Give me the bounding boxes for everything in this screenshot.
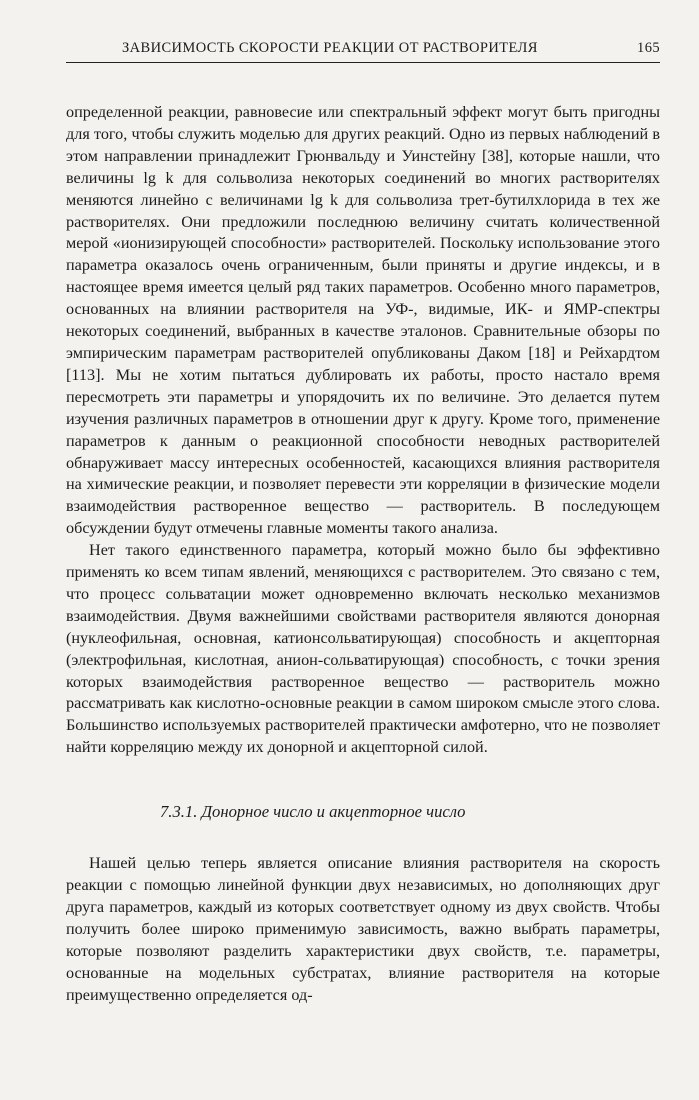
running-head <box>66 40 660 57</box>
running-head-title: ЗАВИСИМОСТЬ СКОРОСТИ РЕАКЦИИ ОТ РАСТВОРИТЕЛЯ <box>122 40 538 56</box>
paragraph-1: определенной реакции, равновесие или спектральный эффект могут быть пригодны для того, чтобы служить моделью для других реакций. Одно из первых наблюдений в этом направлении принадлежит Грюнвальду и Уинстейну [38], которые нашли, что величины lg k для сольволиза некоторых соединений во многих растворителях меняются линейно с величинами lg k для сольволиза трет-бутилхлорида в тех же растворителях. Они предложили последнюю величину считать количественной мерой «ионизирующей способности» растворителей. Поскольку использование этого параметра оказалось очень ограниченным, были приняты и другие индексы, и в настоящее время имеется целый ряд таких параметров. Особенно много параметров, основанных на влиянии растворителя на УФ-, видимые, ИК- и ЯМР-спектры некоторых соединений, выбранных в качестве эталонов. Сравнительные обзоры по эмпирическим параметрам растворителей опубликованы Даком [18] и Рейхардтом [113]. Мы не хотим пытаться дублировать их работы, просто настало время пересмотреть эти параметры и упорядочить их по величине. Это делается путем изучения различных параметров в отношении друг к другу. Кроме того, применение параметров к данным о реакционной способности неводных растворителей обнаруживает массу интересных особенностей, касающихся влияния растворителя на химические реакции, и позволяет перевести эти корреляции в физические модели взаимодействия растворенное вещество — растворитель. В последующем обсуждении будут отмечены главные моменты такого анализа. <box>66 103 660 538</box>
page-number: 165 <box>637 40 660 56</box>
paragraph-3: Нашей целью теперь является описание влияния растворителя на скорость реакции с помощью линейной функции двух независимых, но дополняющих друг друга параметров, каждый из которых соответствует одному из двух свойств. Чтобы получить более широко применимую зависимость, важно выбрать параметры, которые позволяют разделить характеристики двух свойств, т.е. параметры, основанные на модельных субстратах, влияние растворителя на которые преимущественно определяется од- <box>66 854 660 1004</box>
section-heading: 7.3.1. Донорное число и акцепторное число <box>160 802 466 822</box>
body-text <box>66 102 660 1006</box>
paragraph-2: Нет такого единственного параметра, который можно было бы эффективно применять ко всем типам явлений, меняющихся с растворителем. Это связано с тем, что процесс сольватации может одновременно включать несколько механизмов взаимодействия. Двумя важнейшими свойствами растворителя являются донорная (нуклеофильная, основная, катионсольватирующая) способность и акцепторная (электрофильная, кислотная, анион-сольватирующая) способность, с точки зрения которых взаимодействия растворенное вещество — растворитель можно рассматривать как кислотно-основные реакции в самом широком смысле этого слова. Большинство используемых растворителей практически амфотерно, что не позволяет найти корреляцию между их донорной и акцепторной силой. <box>66 541 660 757</box>
header-rule <box>66 62 660 63</box>
